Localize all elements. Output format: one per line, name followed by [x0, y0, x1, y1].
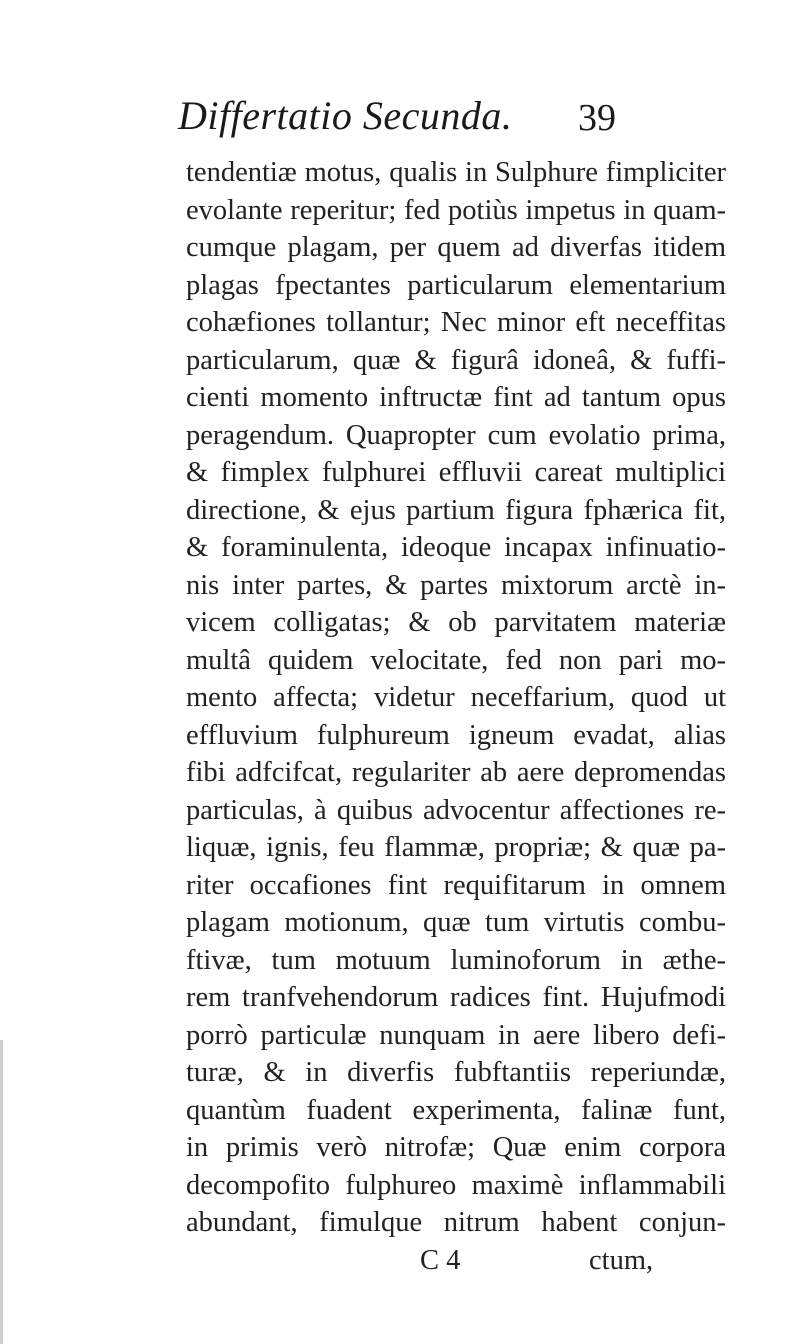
running-title: Differtatio Secunda.	[178, 93, 513, 138]
text-line: cumque plagam, per quem ad diverfas itidem	[186, 232, 726, 263]
text-line: cohæfiones tollantur; Nec minor eft neceffitas	[186, 307, 726, 338]
text-line: directione, & ejus partium figura fphærica fit,	[186, 494, 726, 526]
text-line: porrò particulæ nunquam in aere libero defi-	[186, 1019, 726, 1051]
catchword: ctum,	[589, 1244, 654, 1276]
page-number: 39	[578, 97, 616, 139]
text-line: mento affecta; videtur neceffarium, quod ut	[186, 682, 726, 713]
text-line: particulas, à quibus advocentur affectiones re-	[186, 794, 726, 826]
text-line: riter occafiones fint requifitarum in omnem	[186, 869, 726, 901]
text-line: ftivæ, tum motuum luminoforum in æthe-	[186, 944, 726, 976]
text-line: plagam motionum, quæ tum virtutis combu-	[186, 907, 726, 938]
text-line: particularum, quæ & figurâ idoneâ, & fuffi-	[186, 344, 726, 376]
text-line: & fimplex fulphurei effluvii careat multiplici	[186, 457, 726, 488]
body-text	[186, 154, 726, 1279]
text-line: nis inter partes, & partes mixtorum arctè in-	[186, 569, 726, 601]
text-line: liquæ, ignis, feu flammæ, propriæ; & quæ pa-	[186, 832, 726, 863]
text-line: cienti momento inftructæ fint ad tantum opus	[186, 382, 726, 413]
text-line: in primis verò nitrofæ; Quæ enim corpora	[186, 1132, 726, 1163]
text-line: fibi adfcifcat, regulariter ab aere depromendas	[186, 757, 726, 788]
text-line: effluvium fulphureum igneum evadat, alias	[186, 719, 726, 751]
text-line: peragendum. Quapropter cum evolatio prima,	[186, 419, 726, 451]
text-line: decompofito fulphureo maximè inflammabili	[186, 1169, 726, 1201]
text-line: evolante reperitur; fed potiùs impetus in quam-	[186, 194, 726, 226]
signature-mark: C 4	[420, 1244, 461, 1276]
text-line: vicem colligatas; & ob parvitatem materiæ	[186, 607, 726, 638]
text-line: rem tranfvehendorum radices fint. Hujufmodi	[186, 982, 726, 1013]
text-line: & foraminulenta, ideoque incapax infinuatio-	[186, 532, 726, 563]
text-line: plagas fpectantes particularum elementarium	[186, 269, 726, 301]
signature-line	[186, 1242, 726, 1280]
text-line: turæ, & in diverfis fubftantiis reperiundæ,	[186, 1057, 726, 1088]
text-line: abundant, fimulque nitrum habent conjun-	[186, 1207, 726, 1238]
page-header	[0, 92, 800, 148]
text-line: quantùm fuadent experimenta, falinæ funt,	[186, 1094, 726, 1126]
text-line: tendentiæ motus, qualis in Sulphure fimpliciter	[186, 157, 726, 188]
binding-edge	[0, 1040, 3, 1344]
text-line: multâ quidem velocitate, fed non pari mo-	[186, 644, 726, 676]
